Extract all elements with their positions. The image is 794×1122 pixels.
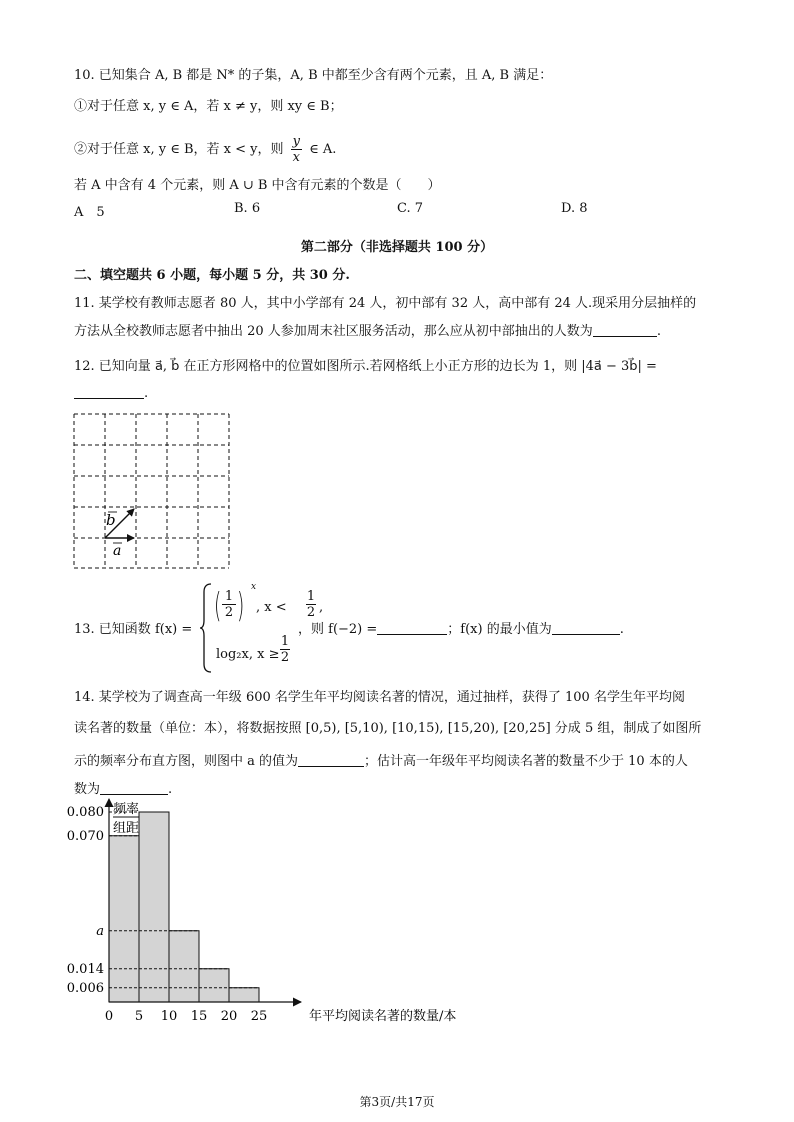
- q10-option-c: C. 7: [397, 201, 424, 216]
- q14-line-2: 读名著的数量（单位：本），将数据按照 [0,5), [5,10), [10,15), [15,20), [20,25] 分成 5 组，制成了如图所: [74, 721, 702, 736]
- q13-end: .: [619, 622, 624, 637]
- q14-answer-blank-2: [100, 782, 168, 795]
- vector-grid-figure: [72, 412, 232, 570]
- q13-case-2-text: log₂x, x ≥: [216, 647, 280, 662]
- q13-case-1-comma: ,: [319, 600, 324, 615]
- q10-fraction: [291, 134, 302, 165]
- q14-answer-blank-1: [298, 754, 364, 767]
- y-axis-label-top: 频率: [113, 802, 140, 817]
- q13-case-2-num: 1: [280, 634, 290, 649]
- q13-case-2-den: 2: [280, 650, 290, 665]
- q10-stem: 10. 已知集合 A, B 都是 N* 的子集，A, B 中都至少含有两个元素，且 A, B 满足：: [74, 68, 553, 83]
- q14-line-4-text: 数为: [74, 782, 101, 797]
- y-tick-label: 0.006: [66, 980, 104, 996]
- grid-lines: [74, 414, 229, 568]
- x-tick-labels: [105, 1009, 267, 1024]
- q10-question: 若 A 中含有 4 个元素，则 A ∪ B 中含有元素的个数是（ ）: [74, 178, 441, 193]
- y-tick-label: a: [96, 923, 104, 939]
- x-tick-label: 5: [134, 1009, 144, 1024]
- q14-line-4: 数为 .: [74, 782, 173, 797]
- q13-case-1-condition: , x <: [256, 600, 287, 615]
- page-footer: 第3页/共17页: [359, 1095, 435, 1109]
- y-tick-labels: [67, 805, 104, 996]
- y-tick-label: 0.014: [66, 961, 104, 977]
- q14-line-1: 14. 某学校为了调查高一年级 600 名学生年平均阅读名著的情况，通过抽样，获得了 100 名学生年平均阅: [74, 690, 685, 705]
- y-axis-label-bottom: 组距: [113, 821, 140, 836]
- q10-fraction-num: y: [292, 134, 300, 149]
- q13-tail: [298, 618, 624, 637]
- q13-case-1-exponent: x: [251, 582, 257, 592]
- q10-option-b: B. 6: [234, 201, 261, 216]
- histogram-bar: [229, 988, 259, 1002]
- frequency-histogram: [60, 795, 460, 1030]
- histogram-bar: [169, 931, 199, 1002]
- q13-paren-left: (: [214, 586, 222, 626]
- q13-mid-2: ；f(x) 的最小值为: [447, 622, 552, 637]
- q13-case-1-cond-den: 2: [306, 605, 316, 620]
- q13-case-1-den: 2: [224, 605, 234, 620]
- q10-condition-1: ①对于任意 x, y ∈ A，若 x ≠ y，则 xy ∈ B；: [74, 99, 343, 114]
- q11-line-1: 11. 某学校有教师志愿者 80 人，其中小学部有 24 人，初中部有 32 人，高中部有 24 人.现采用分层抽样的: [74, 296, 697, 311]
- q13-prefix: 13. 已知函数 f(x) =: [74, 622, 193, 637]
- q13-answer-blank-1: [377, 622, 447, 635]
- q10-fraction-den: x: [292, 150, 300, 165]
- vector-a-label: a: [113, 543, 122, 559]
- q14-line-3-text: 示的频率分布直方图，则图中 a 的值为: [74, 754, 299, 769]
- q11-answer-blank: [593, 324, 657, 337]
- part2-title: 第二部分（非选择题共 100 分）: [300, 240, 494, 255]
- q12-answer-blank: [74, 386, 144, 399]
- section2-title: 二、填空题共 6 小题，每小题 5 分，共 30 分.: [74, 268, 350, 283]
- q13-case-1-fraction: [222, 589, 236, 621]
- vector-b-label: b: [106, 511, 116, 529]
- q13-answer-blank-2: [552, 622, 620, 635]
- q13-case-1-cond-fraction: [306, 589, 316, 621]
- q13-case-2-fraction: [280, 634, 290, 666]
- q10-condition-2-tail: ∈ A.: [309, 142, 337, 157]
- q12-answer-line: .: [74, 386, 148, 401]
- q14-line-3: [74, 750, 688, 769]
- q10-option-a: A 5: [74, 205, 105, 220]
- histogram-bar: [139, 812, 169, 1002]
- histogram-bar: [109, 836, 139, 1002]
- q10-condition-2-text: ②对于任意 x, y ∈ B，若 x < y，则: [74, 142, 284, 157]
- x-tick-label: 15: [190, 1009, 208, 1024]
- x-tick-label: 20: [220, 1009, 238, 1024]
- y-tick-label: 0.080: [66, 805, 104, 820]
- q13-case-1-num: 1: [222, 589, 236, 605]
- x-tick-label: 10: [160, 1009, 178, 1024]
- x-axis-label: 年平均阅读名著的数量/本: [309, 1009, 457, 1024]
- q12-line-1: 12. 已知向量 a⃗, b⃗ 在正方形网格中的位置如图所示.若网格纸上小正方形的边长为 1，则 |4a⃗ − 3b⃗| =: [74, 359, 657, 374]
- x-tick-label: 25: [250, 1009, 268, 1024]
- q13-left-brace: [199, 582, 213, 674]
- q11-line-2: 方法从全校教师志愿者中抽出 20 人参加周末社区服务活动，那么应从初中部抽出的人数为 .: [74, 324, 661, 339]
- q10-option-d: D. 8: [561, 201, 588, 216]
- y-tick-label: 0.070: [66, 828, 104, 844]
- q13-paren-right: ): [237, 586, 245, 626]
- q13-case-1-cond-num: 1: [306, 589, 316, 604]
- q10-condition-2: [74, 134, 336, 165]
- q11-text: 方法从全校教师志愿者中抽出 20 人参加周末社区服务活动，那么应从初中部抽出的人数为: [74, 324, 593, 339]
- histogram-bar: [199, 969, 229, 1002]
- x-tick-label: 0: [104, 1009, 114, 1024]
- q14-line-3-tail: ；估计高一年级年平均阅读名著的数量不少于 10 本的人: [364, 754, 688, 769]
- q13-mid-1: ，则 f(−2) =: [298, 622, 378, 637]
- histogram-bars: [109, 812, 259, 1002]
